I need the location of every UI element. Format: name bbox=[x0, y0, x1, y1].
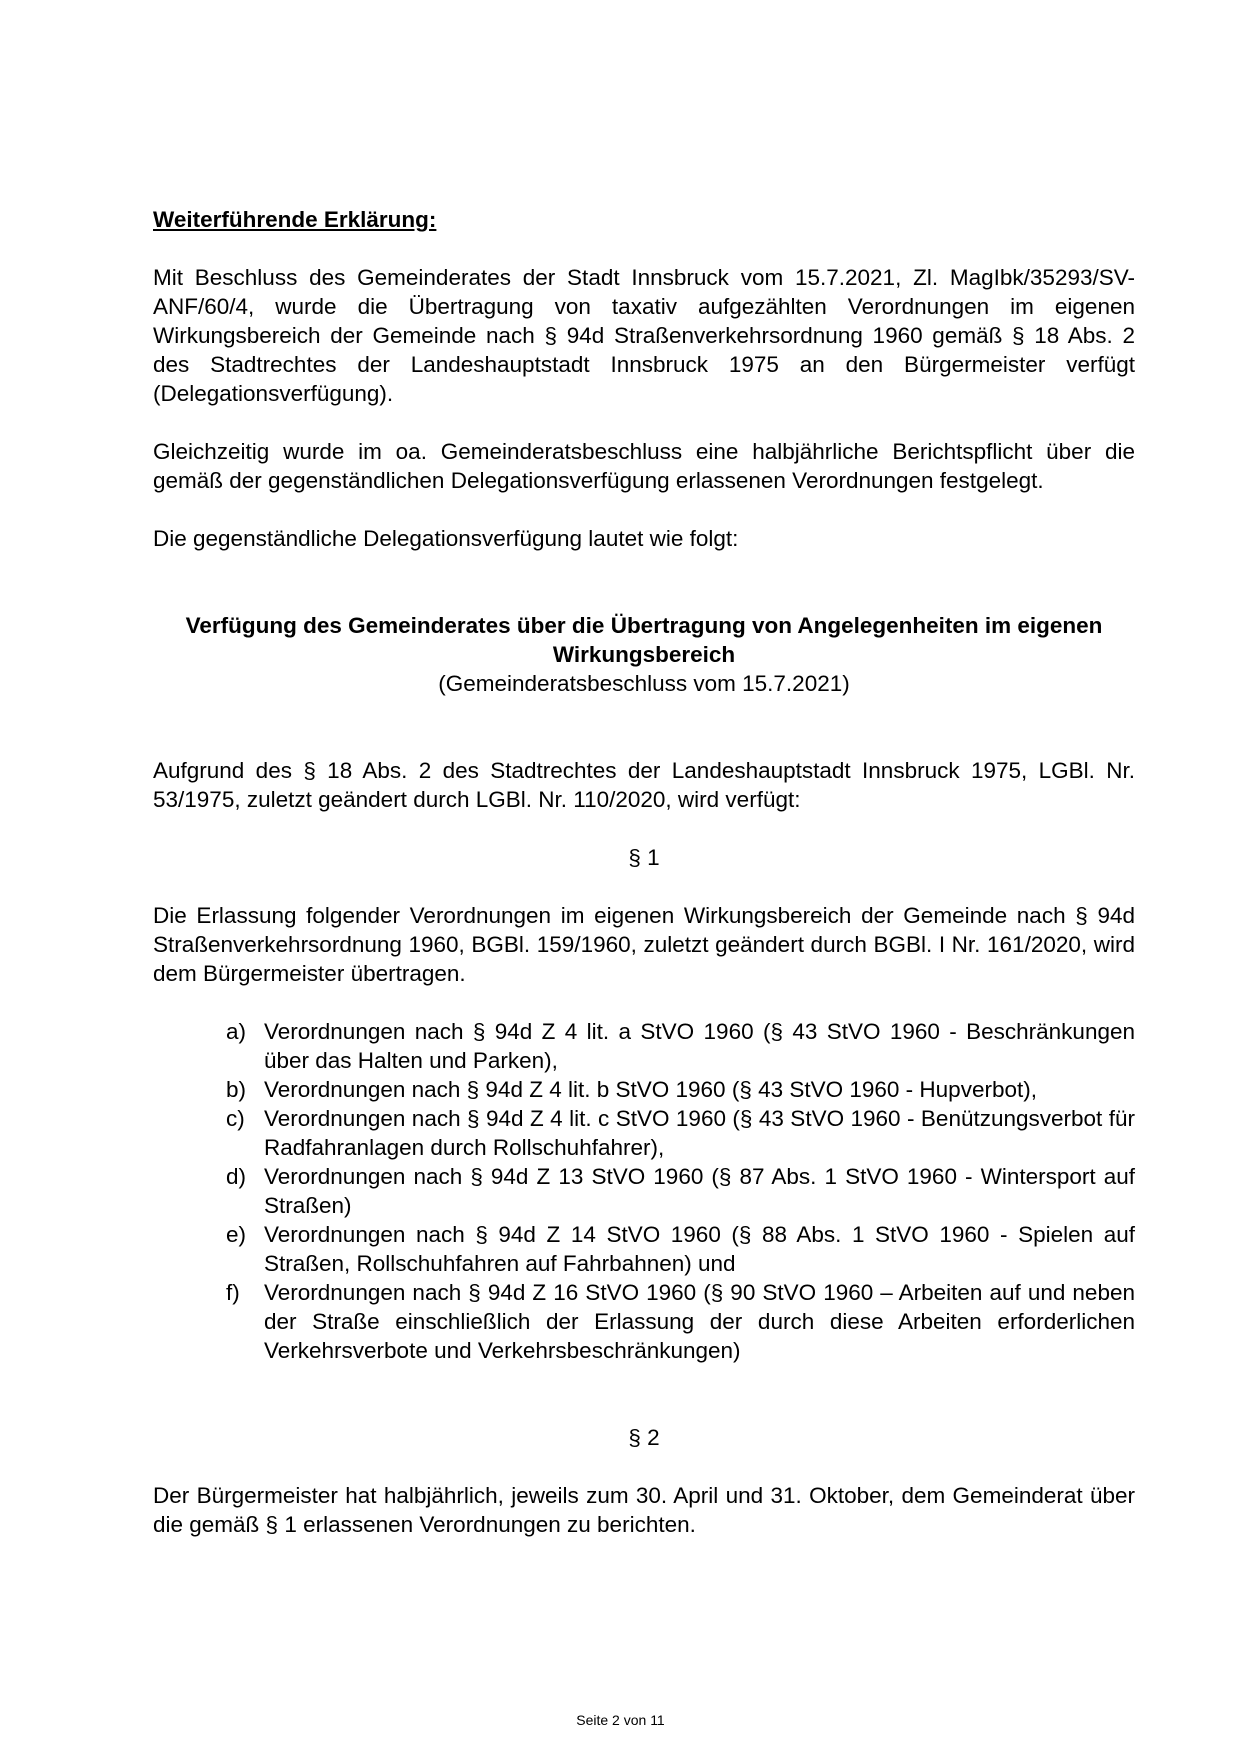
list-item-text: Verordnungen nach § 94d Z 4 lit. a StVO 1960 (§ 43 StVO 1960 - Beschränkungen über das Halten und Parken), bbox=[264, 1019, 1135, 1073]
list-item-text: Verordnungen nach § 94d Z 4 lit. c StVO 1960 (§ 43 StVO 1960 - Benützungsverbot für Radfahranlagen durch Rollschuhfahrer), bbox=[264, 1106, 1135, 1160]
list-item bbox=[226, 1278, 1135, 1365]
list-item bbox=[226, 1162, 1135, 1220]
regulation-list bbox=[153, 1017, 1135, 1365]
section-1-mark: § 1 bbox=[628, 845, 660, 870]
spacer bbox=[153, 1394, 1135, 1423]
decree bbox=[153, 611, 1135, 1539]
decree-preamble: Aufgrund des § 18 Abs. 2 des Stadtrechtes der Landeshauptstadt Innsbruck 1975, LGBl. Nr. 53/1975, zuletzt geändert durch LGBl. Nr. 110/2020, wird verfügt: bbox=[153, 758, 1135, 812]
list-item-text: Verordnungen nach § 94d Z 13 StVO 1960 (§ 87 Abs. 1 StVO 1960 - Wintersport auf Straßen) bbox=[264, 1164, 1135, 1218]
section-2-text: Der Bürgermeister hat halbjährlich, jeweils zum 30. April und 31. Oktober, dem Gemeinderat über die gemäß § 1 erlassenen Verordnungen zu berichten. bbox=[153, 1483, 1135, 1537]
reporting-paragraph: Gleichzeitig wurde im oa. Gemeinderatsbeschluss eine halbjährliche Berichtspflicht über die gemäß der gegenständlichen Delegationsverfügung erlassenen Verordnungen festgelegt. bbox=[153, 439, 1135, 493]
section-heading: Weiterführende Erklärung: bbox=[153, 207, 437, 232]
list-item-label: a) bbox=[226, 1019, 247, 1044]
decree-subtitle: (Gemeinderatsbeschluss vom 15.7.2021) bbox=[438, 671, 850, 696]
list-item bbox=[226, 1017, 1135, 1075]
list-item-text: Verordnungen nach § 94d Z 16 StVO 1960 (§ 90 StVO 1960 – Arbeiten auf und neben der Straße einschließlich der Erlassung der durch diese Arbeiten erforderlichen Verkehrsverbote und Verkehrsbeschränkungen) bbox=[264, 1280, 1135, 1363]
list-item-text: Verordnungen nach § 94d Z 14 StVO 1960 (§ 88 Abs. 1 StVO 1960 - Spielen auf Straßen, Rollschuhfahren auf Fahrbahnen) und bbox=[264, 1222, 1135, 1276]
lead-in-paragraph: Die gegenständliche Delegationsverfügung lautet wie folgt: bbox=[153, 526, 739, 551]
spacer bbox=[153, 698, 1135, 756]
list-item-text: Verordnungen nach § 94d Z 4 lit. b StVO 1960 (§ 43 StVO 1960 - Hupverbot), bbox=[264, 1077, 1037, 1102]
list-item-label: d) bbox=[226, 1164, 247, 1189]
list-item-label: b) bbox=[226, 1077, 247, 1102]
document-page bbox=[153, 205, 1135, 1568]
page-number: Seite 2 von 11 bbox=[576, 1712, 665, 1728]
list-item bbox=[226, 1104, 1135, 1162]
list-item bbox=[226, 1220, 1135, 1278]
section-1-text: Die Erlassung folgender Verordnungen im eigenen Wirkungsbereich der Gemeinde nach § 94d Straßenverkehrsordnung 1960, BGBl. 159/1960, zuletzt geändert durch BGBl. I Nr. 161/2020, wird dem Bürgermeister übertragen. bbox=[153, 903, 1135, 986]
section-2-mark: § 2 bbox=[628, 1425, 660, 1450]
list-item-label: f) bbox=[226, 1280, 240, 1305]
list-item bbox=[226, 1075, 1135, 1104]
list-item-label: e) bbox=[226, 1222, 247, 1247]
list-item-label: c) bbox=[226, 1106, 245, 1131]
intro-paragraph: Mit Beschluss des Gemeinderates der Stadt Innsbruck vom 15.7.2021, Zl. MagIbk/35293/SV-ANF/60/4, wurde die Übertragung von taxativ aufgezählten Verordnungen im eigenen Wirkungsbereich der Gemeinde nach § 94d Straßenverkehrsordnung 1960 gemäß § 18 Abs. 2 des Stadtrechtes der Landeshauptstadt Innsbruck 1975 an den Bürgermeister verfügt (Delegationsverfügung). bbox=[153, 265, 1135, 406]
decree-title: Verfügung des Gemeinderates über die Übertragung von Angelegenheiten im eigenen Wirkungsbereich bbox=[185, 613, 1103, 667]
